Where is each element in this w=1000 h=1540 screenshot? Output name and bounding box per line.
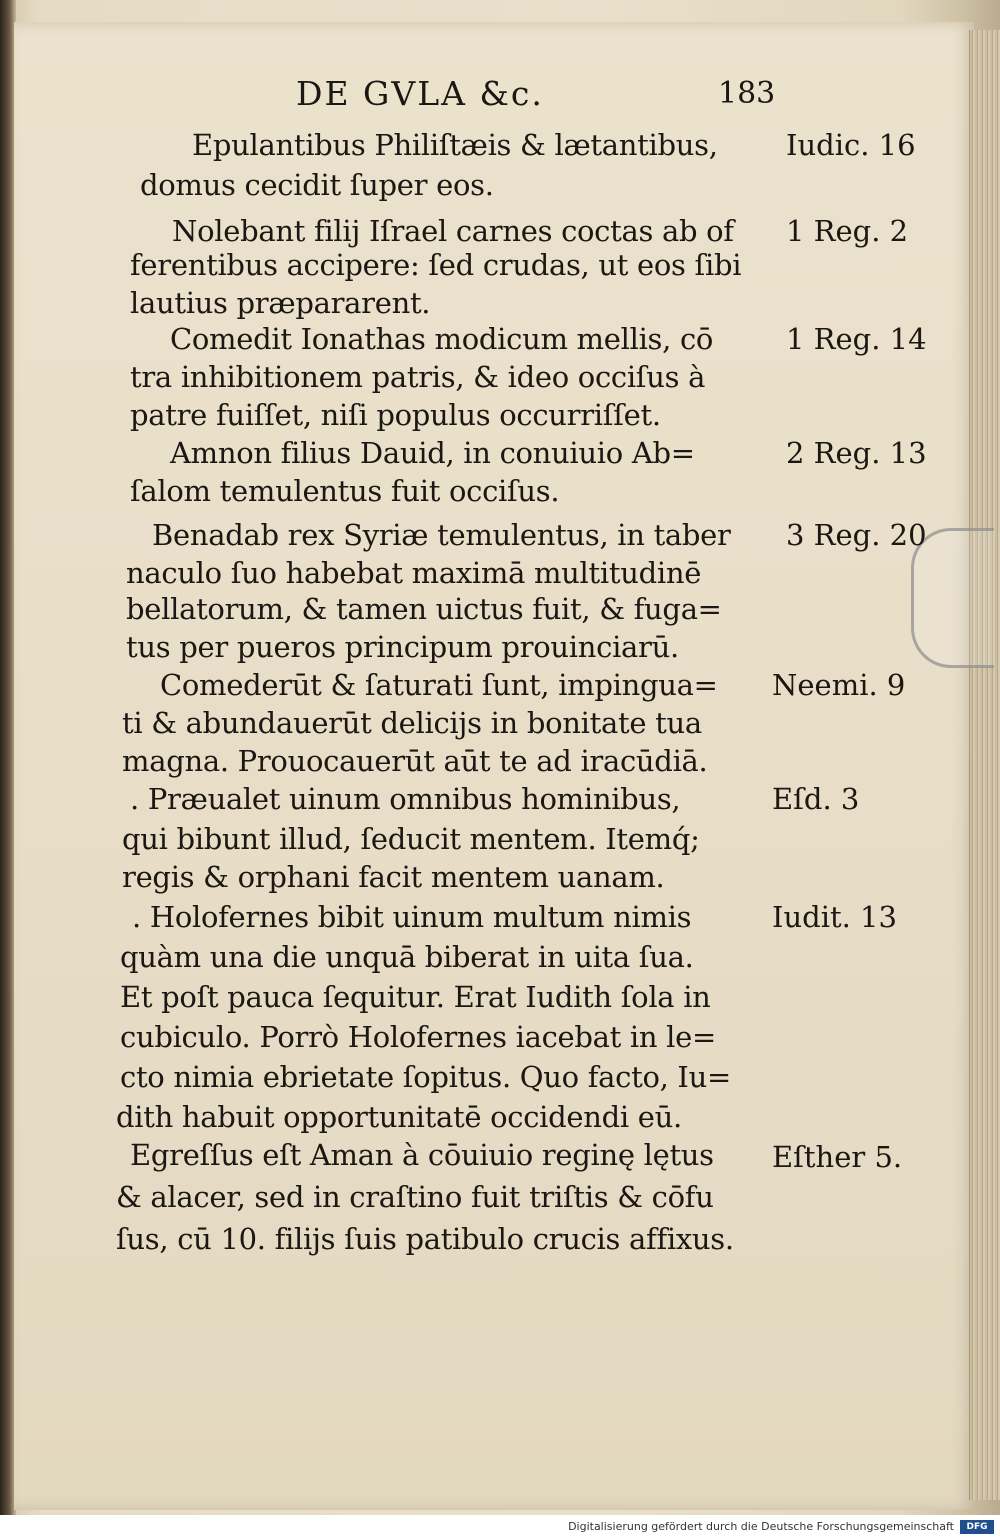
footer-bar bbox=[0, 1515, 1000, 1540]
text-line: dith habuit opportunitatē occidendi eū. bbox=[116, 1100, 682, 1134]
marginal-note: 1 Reg. 14 bbox=[786, 322, 927, 356]
text-line: tus per pueros principum prouinciarū. bbox=[126, 630, 679, 664]
text-line: Comedit Ionathas modicum mellis, cō bbox=[170, 322, 714, 356]
text-line: magna. Prouocauerūt aūt te ad iracūdiā. bbox=[122, 744, 708, 778]
text-line: ſus, cū 10. filijs ſuis patibulo crucis affixus. bbox=[116, 1222, 734, 1256]
page-fore-edge bbox=[969, 30, 1000, 1500]
marginal-note: Eſther 5. bbox=[772, 1140, 903, 1174]
text-line: ſalom temulentus fuit occiſus. bbox=[130, 474, 560, 508]
text-line: & alacer, sed in craſtino fuit triſtis & cōfu bbox=[116, 1180, 714, 1214]
marginal-note: 3 Reg. 20 bbox=[786, 518, 927, 552]
text-line: Benadab rex Syriæ temulentus, in taber bbox=[152, 518, 731, 552]
text-line: Epulantibus Philiſtæis & lætantibus, bbox=[192, 128, 718, 162]
text-line: Amnon filius Dauid, in conuiuio Ab= bbox=[170, 436, 695, 470]
dfg-logo-icon: DFG bbox=[960, 1520, 994, 1534]
funding-credit: Digitalisierung gefördert durch die Deutsche Forschungsgemeinschaft bbox=[568, 1520, 954, 1533]
text-line: . Holofernes bibit uinum multum nimis bbox=[132, 900, 692, 934]
text-line: bellatorum, & tamen uictus fuit, & fuga= bbox=[126, 592, 722, 626]
text-line: ferentibus accipere: ſed crudas, ut eos ſibi bbox=[130, 248, 742, 282]
text-line: Nolebant filij Iſrael carnes coctas ab of bbox=[172, 214, 734, 248]
text-line: . Præualet uinum omnibus hominibus, bbox=[130, 782, 681, 816]
text-line: Et poſt pauca ſequitur. Erat Iudith ſola in bbox=[120, 980, 711, 1014]
running-head: DE GVLA &c. bbox=[296, 74, 544, 113]
text-line: naculo ſuo habebat maximā multitudinē bbox=[126, 556, 702, 590]
text-line: tra inhibitionem patris, & ideo occiſus à bbox=[130, 360, 706, 394]
marginal-note: Iudit. 13 bbox=[772, 900, 897, 934]
text-line: regis & orphani facit mentem uanam. bbox=[122, 860, 665, 894]
text-line: cto nimia ebrietate ſopitus. Quo facto, Iu= bbox=[120, 1060, 731, 1094]
text-line: ti & abundauerūt delicijs in bonitate tua bbox=[122, 706, 702, 740]
text-line: patre fuiſſet, niſi populus occurriſſet. bbox=[130, 398, 661, 432]
marginal-note: Eſd. 3 bbox=[772, 782, 860, 816]
text-line: Comederūt & ſaturati ſunt, impingua= bbox=[160, 668, 718, 702]
marginal-note: Iudic. 16 bbox=[786, 128, 916, 162]
text-line: cubiculo. Porrò Holofernes iacebat in le= bbox=[120, 1020, 717, 1054]
text-line: quàm una die unquā biberat in uita ſua. bbox=[120, 940, 694, 974]
folio-number: 183 bbox=[718, 76, 776, 111]
text-line: domus cecidit ſuper eos. bbox=[140, 168, 494, 202]
text-line: Egreſſus eſt Aman à cōuiuio reginę lętus bbox=[130, 1138, 714, 1172]
marginal-note: 1 Reg. 2 bbox=[786, 214, 909, 248]
text-line: lautius præpararent. bbox=[130, 286, 431, 320]
marginal-note: 2 Reg. 13 bbox=[786, 436, 927, 470]
text-line: qui bibunt illud, ſeducit mentem. Itemq́; bbox=[122, 822, 700, 856]
marginal-note: Neemi. 9 bbox=[772, 668, 906, 702]
